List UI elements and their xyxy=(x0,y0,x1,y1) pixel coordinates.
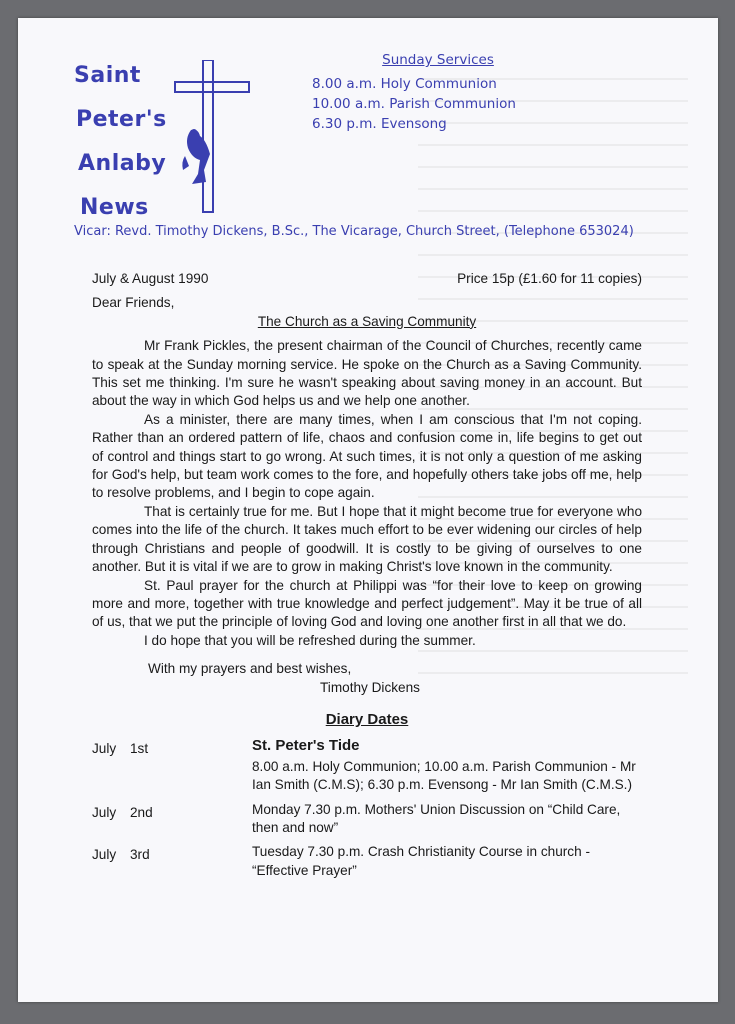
diary-day: 3rd xyxy=(130,847,150,863)
diary-entry-text: Tuesday 7.30 p.m. Crash Christianity Course in church - “Effective Prayer” xyxy=(252,844,590,878)
closing-line: With my prayers and best wishes, xyxy=(148,661,352,677)
letter-heading: The Church as a Saving Community xyxy=(257,313,477,329)
letter-paragraph: I do hope that you will be refreshed during the summer. xyxy=(144,632,476,648)
diary-title: Diary Dates xyxy=(325,710,409,728)
masthead-title-line: Anlaby xyxy=(78,151,167,176)
letter-paragraph: As a minister, there are many times, when I am conscious that I'm not coping. Rather than an ordered pattern of life, chaos and confusion come in, life begins to get out of control and things start to go wrong. At such times, it is not only a question of me asking for God's help, but team work comes to the fore, and hopefully others take jobs off me, help to resolve problems, and I begin to cope again. xyxy=(92,411,642,501)
issue-line xyxy=(92,270,642,288)
diary-entry-title: St. Peter's Tide xyxy=(252,737,360,755)
diary-entry-text: 8.00 a.m. Holy Communion; 10.00 a.m. Parish Communion - Mr Ian Smith (C.M.S); 6.30 p.m. Evensong - Mr Ian Smith (C.M.S.) xyxy=(252,758,636,793)
diary-entry xyxy=(92,843,642,880)
masthead-title xyxy=(74,54,167,230)
diary-day: 2nd xyxy=(130,804,153,820)
diary-entry xyxy=(92,737,642,794)
diary-month: July xyxy=(92,804,117,820)
salutation: Dear Friends, xyxy=(92,295,175,311)
letter-paragraph: That is certainly true for me. But I hope that it might become true for everyone who comes into the life of the church. It takes much effort to be ever widening our circles of help through Christians and people of goodwill. It is costly to be giving of ourselves to one another. But it is vital if we are to grow in making Christ's love known in the community. xyxy=(92,503,642,575)
masthead-title-line: Peter's xyxy=(76,107,167,132)
newsletter-page xyxy=(18,18,718,1002)
service-item: 8.00 a.m. Holy Communion xyxy=(312,76,497,92)
diary-entry-text: Monday 7.30 p.m. Mothers' Union Discussion on “Child Care, then and now” xyxy=(252,801,621,835)
letter-paragraph: St. Paul prayer for the church at Philippi was “for their love to keep on growing more and more, together with true knowledge and perfect judgement”. May it be true of all of us, that we put the principle of loving God and loving one another first in all that we do. xyxy=(92,577,642,630)
vicar-line: Vicar: Revd. Timothy Dickens, B.Sc., The Vicarage, Church Street, (Telephone 653024) xyxy=(74,224,634,239)
diary-month: July xyxy=(92,741,117,757)
services-heading: Sunday Services xyxy=(382,52,494,68)
sunday-services xyxy=(298,52,558,134)
letter-closing xyxy=(92,660,642,697)
service-item: 6.30 p.m. Evensong xyxy=(312,116,447,132)
diary-month: July xyxy=(92,847,117,863)
signature: Timothy Dickens xyxy=(320,679,420,695)
issue-date: July & August 1990 xyxy=(92,271,209,286)
masthead-title-line: Saint xyxy=(74,63,141,88)
letter-body xyxy=(92,270,642,886)
service-item: 10.00 a.m. Parish Communion xyxy=(312,96,516,112)
cross-emblem-icon xyxy=(173,60,253,215)
issue-price: Price 15p (£1.60 for 11 copies) xyxy=(457,271,642,286)
masthead-title-line: News xyxy=(80,195,149,220)
diary-day: 1st xyxy=(130,741,149,757)
letter-paragraph: Mr Frank Pickles, the present chairman of the Council of Churches, recently came to speak at the Sunday morning service. He spoke on the Church as a Saving Community. This set me thinking. I'm sure he wasn't speaking about saving money in an account. But about the way in which God helps us and we help one another. xyxy=(92,338,642,409)
diary-entry xyxy=(92,801,642,838)
